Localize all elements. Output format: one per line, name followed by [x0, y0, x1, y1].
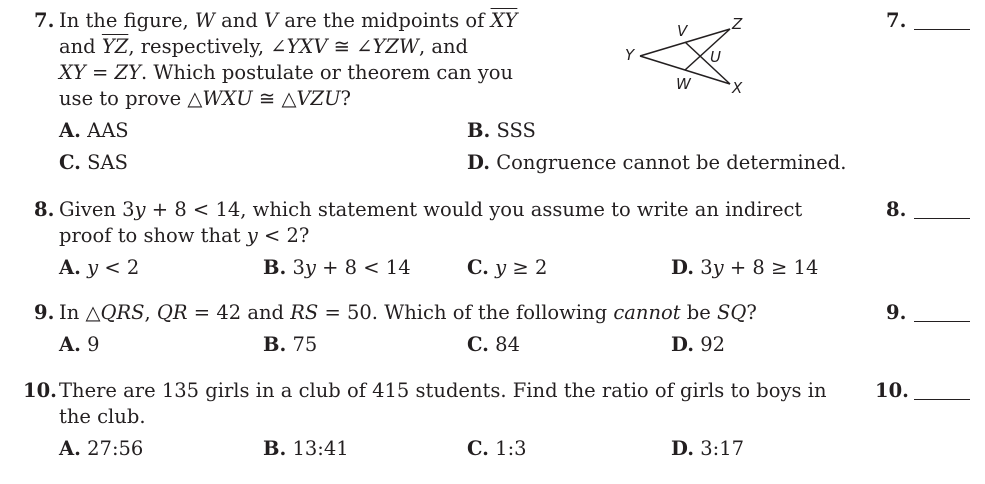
choice-a[interactable]: A. 9 — [59, 333, 100, 356]
question-stem-line: use to prove △WXU ≅ △VZU? — [59, 87, 352, 110]
answer-number: 10. — [875, 379, 909, 402]
answer-blank[interactable] — [914, 321, 970, 322]
choice-d[interactable]: D. 3:17 — [671, 437, 745, 460]
answer-blank[interactable] — [914, 29, 970, 30]
label-z: Z — [732, 15, 743, 33]
choice-c[interactable]: C. 1:3 — [467, 437, 527, 460]
choice-c[interactable]: C. 84 — [467, 333, 520, 356]
choice-a[interactable]: A. 27:56 — [59, 437, 144, 460]
choice-d[interactable]: D. 3y + 8 ≥ 14 — [671, 256, 819, 279]
choice-b[interactable]: B. 3y + 8 < 14 — [263, 256, 411, 279]
question-stem-line: Given 3y + 8 < 14, which statement would you assume to write an indirect — [59, 198, 803, 221]
answer-blank[interactable] — [914, 399, 970, 400]
choice-b[interactable]: B. 13:41 — [263, 437, 349, 460]
answer-number: 8. — [886, 198, 907, 221]
question-stem-line: There are 135 girls in a club of 415 students. Find the ratio of girls to boys in — [59, 379, 827, 402]
choice-a[interactable]: A. y < 2 — [59, 256, 140, 279]
label-w: W — [676, 75, 691, 93]
choice-b[interactable]: B. SSS — [467, 119, 536, 142]
question-number: 10. — [23, 379, 57, 402]
question-number: 7. — [34, 9, 55, 32]
question-stem-line: In △QRS, QR = 42 and RS = 50. Which of the following cannot be SQ? — [59, 301, 757, 324]
label-y: Y — [625, 46, 635, 64]
question-stem-line: XY = ZY. Which postulate or theorem can you — [59, 61, 514, 84]
answer-number: 9. — [886, 301, 907, 324]
answer-blank[interactable] — [914, 218, 970, 219]
choice-c[interactable]: C. SAS — [59, 151, 128, 174]
label-x: X — [732, 79, 743, 94]
choice-d[interactable]: D. 92 — [671, 333, 726, 356]
label-v: V — [677, 22, 688, 40]
label-u: U — [710, 48, 721, 66]
choice-c[interactable]: C. y ≥ 2 — [467, 256, 548, 279]
choice-a[interactable]: A. AAS — [59, 119, 129, 142]
choice-d[interactable]: D. Congruence cannot be determined. — [467, 151, 847, 174]
question-stem-line: and $\overline{YZ}$, respectively, ∠YXV ≅ ∠YZW, and — [59, 35, 469, 58]
question-stem-line: proof to show that y < 2? — [59, 224, 310, 247]
answer-number: 7. — [886, 9, 907, 32]
triangle-figure — [618, 12, 758, 94]
question-stem-line: the club. — [59, 405, 146, 428]
question-number: 8. — [34, 198, 55, 221]
question-number: 9. — [34, 301, 55, 324]
question-stem-line: In the figure, W and V are the midpoints of $\overline{XY}$ — [59, 9, 518, 32]
choice-b[interactable]: B. 75 — [263, 333, 318, 356]
